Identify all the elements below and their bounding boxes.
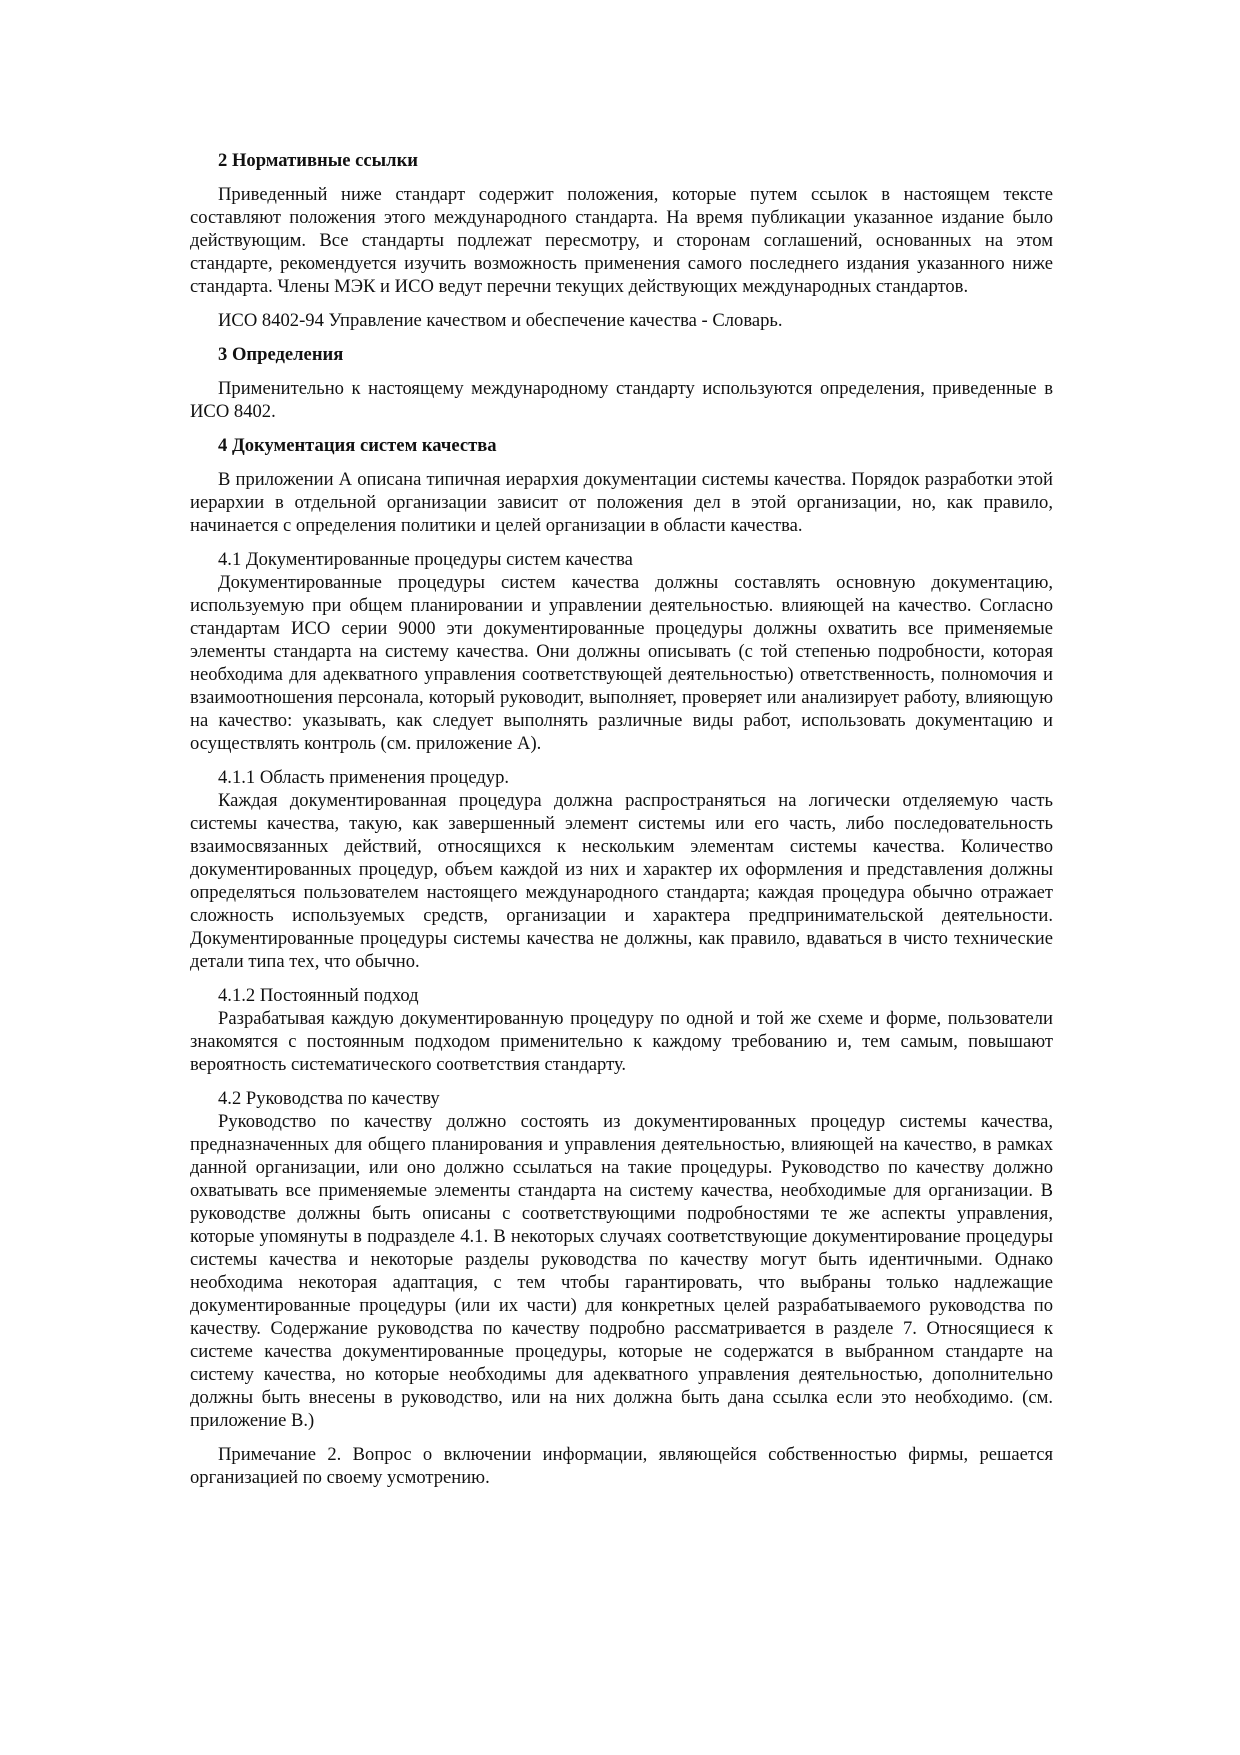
section-3-paragraph: Применительно к настоящему международному стандарту используются определения, приведенные в ИСО 8402. [190, 378, 1053, 422]
section-4-2-title: 4.2 Руководства по качеству [218, 1088, 440, 1109]
section-4-1-paragraph: Документированные процедуры систем качества должны составлять основную документацию, используемую при общем планировании и управлении деятельностью. влияющей на качество. Согласно стандартам ИСО серии 9000 эти документированные процедуры должны охватить все применяемые элементы стандарта на систему качества. Они должны описывать (с той степенью подробности, которая необходима для адекватного управления соответствующей деятельностью) ответственность, полномочия и взаимоотношения персонала, который руководит, выполняет, проверяет или анализирует работу, влияющую на качество: указывать, как следует выполнять различные виды работ, использовать документацию и осуществлять контроль (см. приложение А). [190, 572, 1053, 754]
section-4-heading: 4 Документация систем качества [218, 435, 497, 456]
section-2-paragraph: Приведенный ниже стандарт содержит положения, которые путем ссылок в настоящем тексте составляют положения этого международного стандарта. На время публикации указанное издание было действующим. Все стандарты подлежат пересмотру, и сторонам соглашений, основанных на этом стандарте, рекомендуется изучить возможность применения самого последнего издания указанного ниже стандарта. Члены МЭК и ИСО ведут перечни текущих действующих международных стандартов. [190, 184, 1053, 297]
section-2-reference: ИСО 8402-94 Управление качеством и обеспечение качества - Словарь. [218, 310, 783, 331]
section-4-1-2-title: 4.1.2 Постоянный подход [218, 985, 419, 1006]
section-4-1-2-paragraph: Разрабатывая каждую документированную процедуру по одной и той же схеме и форме, пользователи знакомятся с постоянным подходом применительно к каждому требованию и, тем самым, повышают вероятность систематического соответствия стандарту. [190, 1008, 1053, 1075]
section-4-paragraph: В приложении А описана типичная иерархия документации системы качества. Порядок разработки этой иерархии в отдельной организации зависит от положения дел в этой организации, но, как правило, начинается с определения политики и целей организации в области качества. [190, 469, 1053, 536]
section-4-1-title: 4.1 Документированные процедуры систем качества [218, 549, 633, 570]
section-4-1-1-title: 4.1.1 Область применения процедур. [218, 767, 510, 788]
section-2-heading: 2 Нормативные ссылки [218, 150, 419, 171]
section-4-1-1-paragraph: Каждая документированная процедура должна распространяться на логически отделяемую часть системы качества, такую, как завершенный элемент системы или его часть, либо последовательность взаимосвязанных действий, относящихся к нескольким элементам системы качества. Количество документированных процедур, объем каждой из них и характер их оформления и представления должны определяться пользователем настоящего международного стандарта; каждая процедура обычно отражает сложность используемых средств, организации и характера предпринимательской деятельности. Документированные процедуры системы качества не должны, как правило, вдаваться в чисто технические детали типа тех, что обычно. [190, 790, 1053, 972]
note-paragraph: Примечание 2. Вопрос о включении информации, являющейся собственностью фирмы, решается организацией по своему усмотрению. [190, 1444, 1053, 1488]
section-4-2-paragraph: Руководство по качеству должно состоять из документированных процедур системы качества, предназначенных для общего планирования и управления деятельностью, влияющей на качество, в рамках данной организации, или оно должно ссылаться на такие процедуры. Руководство по качеству должно охватывать все применяемые элементы стандарта на систему качества, необходимые для организации. В руководстве должны быть описаны с соответствующими подробностями те же аспекты управления, которые упомянуты в подразделе 4.1. В некоторых случаях соответствующие документирование процедуры системы качества и некоторые разделы руководства по качеству могут быть идентичными. Однако необходима некоторая адаптация, с тем чтобы гарантировать, что выбраны только надлежащие документированные процедуры (или их части) для конкретных целей разрабатываемого руководства по качеству. Содержание руководства по качеству подробно рассматривается в разделе 7. Относящиеся к системе качества документированные процедуры, которые не содержатся в выбранном стандарте на систему качества, но которые необходимы для адекватного управления деятельностью, дополнительно должны быть внесены в руководство, или на них должна быть дана ссылка если это необходимо. (см. приложение В.) [190, 1111, 1053, 1431]
section-3-heading: 3 Определения [218, 344, 344, 365]
